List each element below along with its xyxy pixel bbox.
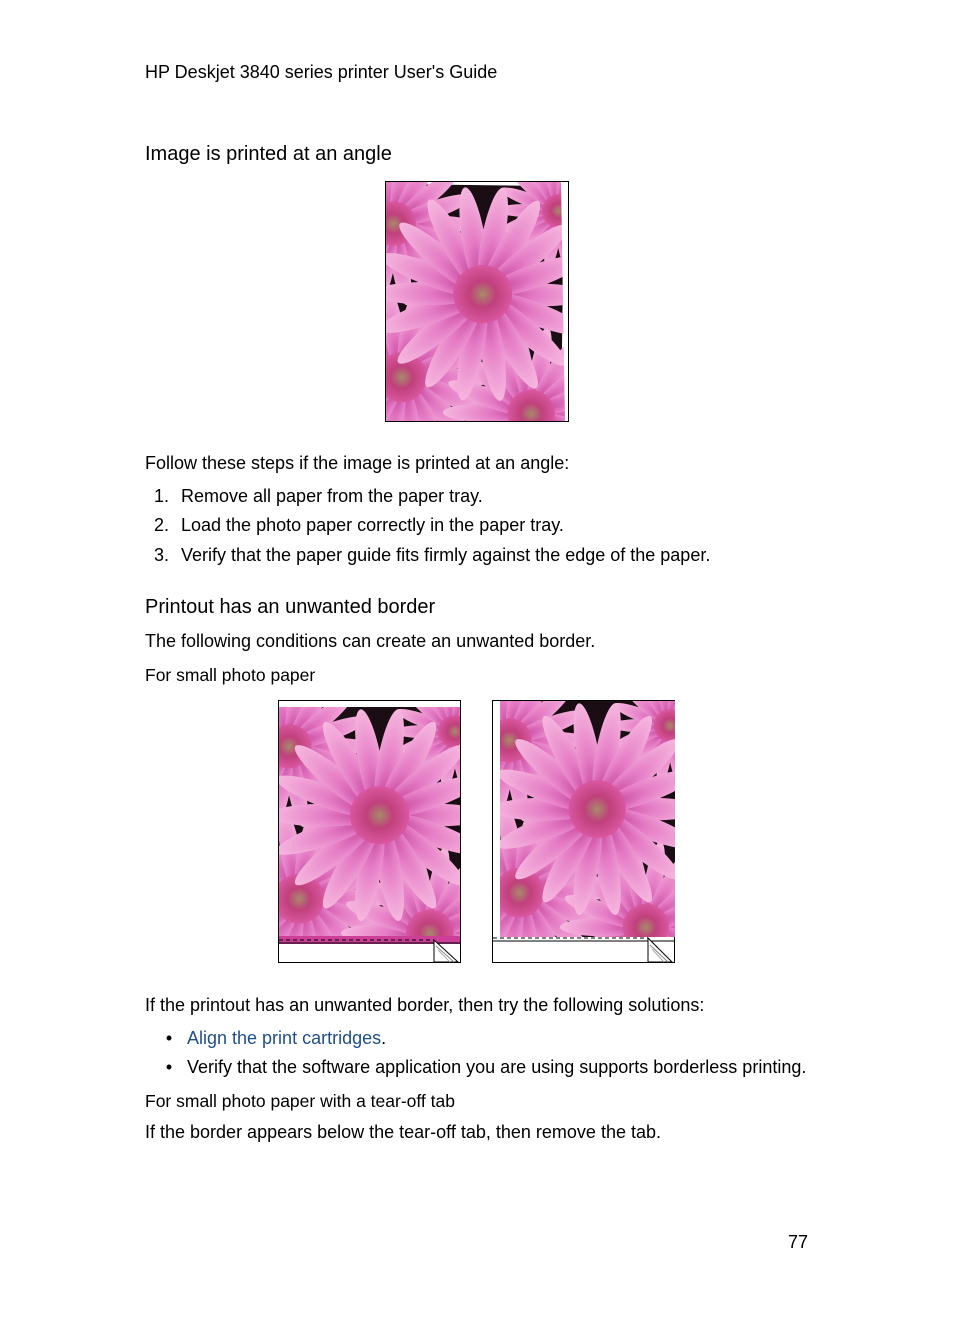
list-number: 3. (153, 545, 169, 565)
align-cartridges-link[interactable]: Align the print cartridges (187, 1028, 382, 1048)
list-item-text: Verify that the paper guide fits firmly against the edge of the paper. (181, 545, 711, 565)
list-number: 2. (153, 515, 169, 535)
section-heading-angle: Image is printed at an angle (145, 143, 392, 165)
list-item-text: Remove all paper from the paper tray. (181, 486, 483, 506)
list-item (163, 1028, 386, 1049)
list-item (145, 515, 564, 536)
list-item (145, 545, 710, 566)
border-photo-with-tearoff-tab-icon (492, 700, 675, 963)
border-photo-figure-right (492, 700, 675, 963)
list-item (145, 486, 483, 507)
border-photo-with-tearoff-tab-icon (278, 700, 461, 963)
list-item (163, 1057, 806, 1078)
skewed-flower-photo-icon (386, 182, 568, 421)
sub2-text: If the border appears below the tear-off tab, then remove the tab. (145, 1122, 661, 1142)
page-number: 77 (788, 1232, 809, 1252)
document-header: HP Deskjet 3840 series printer User's Guide (145, 62, 498, 82)
skewed-flower-photo-figure (385, 181, 569, 422)
sub1-intro: If the printout has an unwanted border, then try the following solutions: (145, 995, 705, 1015)
list-number: 1. (153, 486, 169, 506)
border-photo-figure-left (278, 700, 461, 963)
section1-intro: Follow these steps if the image is printed at an angle: (145, 453, 570, 473)
link-trailing-period: . (381, 1028, 387, 1048)
bullet: • (165, 1028, 173, 1048)
subheading-small-photo-paper: For small photo paper (145, 665, 316, 685)
list-item-text: Load the photo paper correctly in the paper tray. (181, 515, 564, 535)
section2-intro: The following conditions can create an unwanted border. (145, 631, 596, 651)
bullet: • (165, 1057, 173, 1077)
list-item-text: Verify that the software application you are using supports borderless printing. (187, 1057, 807, 1077)
section-heading-border: Printout has an unwanted border (145, 596, 436, 618)
subheading-tear-off-tab: For small photo paper with a tear-off tab (145, 1091, 455, 1111)
